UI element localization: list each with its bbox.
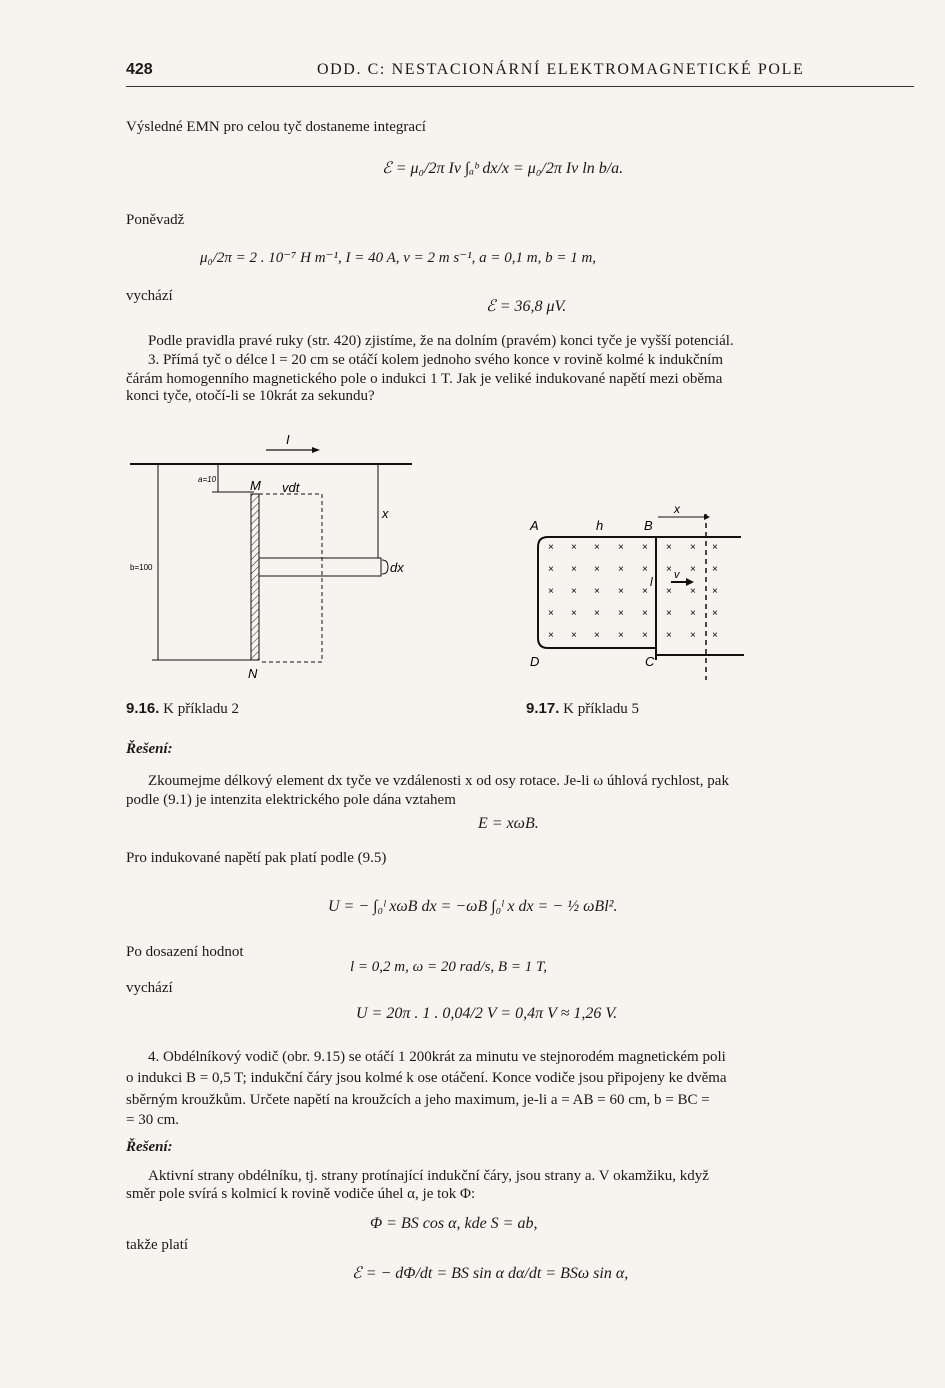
svg-text:×: ×: [666, 542, 672, 553]
svg-text:×: ×: [548, 586, 554, 597]
running-title: ODD. C: NESTACIONÁRNÍ ELEKTROMAGNETICKÉ POLE: [317, 61, 805, 78]
solution-heading: Řešení:: [126, 741, 173, 757]
paragraph: čárám homogenního magnetického pole o indukci 1 T. Jak je veliké indukované napětí mezi oběma: [126, 371, 723, 387]
label-l: l: [650, 575, 653, 589]
a-label: a=10: [198, 475, 217, 484]
label-B: B: [644, 518, 653, 533]
label-n: N: [248, 666, 258, 681]
svg-text:×: ×: [690, 608, 696, 619]
svg-text:×: ×: [571, 586, 577, 597]
paragraph: = 30 cm.: [126, 1112, 180, 1128]
paragraph: Poněvadž: [126, 212, 185, 228]
label-h: h: [596, 518, 604, 533]
page-number: 428: [126, 61, 153, 78]
svg-text:×: ×: [571, 608, 577, 619]
paragraph: Podle pravidla pravé ruky (str. 420) zjistíme, že na dolním (pravém) konci tyče je vyšší potenciál.: [148, 333, 734, 349]
paragraph: takže platí: [126, 1237, 189, 1253]
label-x: x: [382, 506, 389, 521]
svg-text:×: ×: [642, 608, 648, 619]
paragraph: Aktivní strany obdélníku, tj. strany protínající indukční čáry, jsou strany a. V okamžiku, když: [148, 1168, 709, 1184]
svg-text:×: ×: [666, 630, 672, 641]
displaced-rod-dashed: [259, 494, 322, 662]
svg-text:×: ×: [594, 586, 600, 597]
svg-text:×: ×: [548, 542, 554, 553]
svg-text:×: ×: [666, 608, 672, 619]
svg-text:×: ×: [690, 542, 696, 553]
svg-text:×: ×: [548, 630, 554, 641]
paragraph: Zkoumejme délkový element dx tyče ve vzdálenosti x od osy rotace. Je-li ω úhlová rychlost, pak: [148, 773, 729, 789]
svg-text:×: ×: [712, 630, 718, 641]
b-label: b=100: [130, 563, 153, 572]
equation-E: E = xωB.: [478, 815, 539, 832]
paragraph: směr pole svírá s kolmicí k rovině vodiče úhel α, je tok Φ:: [126, 1186, 476, 1202]
label-D: D: [530, 654, 540, 669]
svg-text:×: ×: [594, 542, 600, 553]
equation-emf: ℰ = − dΦ/dt = BS sin α dα/dt = BSω sin α,: [352, 1265, 629, 1282]
label-dx: dx: [390, 560, 404, 575]
svg-text:×: ×: [666, 564, 672, 575]
svg-text:×: ×: [642, 542, 648, 553]
figure-9-17-caption: [526, 700, 639, 718]
label-vdt: vdt: [282, 480, 300, 495]
header-rule: [126, 86, 914, 87]
figure-9-16: [126, 430, 426, 690]
paragraph: Pro indukované napětí pak platí podle (9.5): [126, 850, 387, 866]
caption-number: 9.17.: [526, 700, 560, 717]
svg-text:×: ×: [618, 542, 624, 553]
paragraph: konci tyče, otočí-li se 10krát za sekundu?: [126, 388, 375, 404]
svg-text:×: ×: [594, 630, 600, 641]
paragraph: 3. Přímá tyč o délce l = 20 cm se otáčí kolem jednoho svého konce v rovině kolmé k indukčním: [148, 352, 723, 368]
figure-9-17: [526, 500, 756, 685]
svg-text:×: ×: [618, 630, 624, 641]
caption-text: K příkladu 5: [563, 701, 639, 717]
label-A: A: [530, 518, 539, 533]
dx-element-strip: [259, 558, 381, 576]
figure-9-16-caption: [126, 700, 239, 718]
rod-mn: [251, 494, 259, 660]
svg-text:×: ×: [548, 564, 554, 575]
svg-text:×: ×: [642, 564, 648, 575]
svg-text:×: ×: [571, 542, 577, 553]
svg-text:×: ×: [690, 564, 696, 575]
magnetic-field-crosses: [548, 542, 718, 641]
caption-number: 9.16.: [126, 700, 160, 717]
current-label: I: [286, 432, 290, 447]
svg-text:×: ×: [618, 564, 624, 575]
paragraph: vychází: [126, 288, 173, 304]
svg-text:×: ×: [666, 586, 672, 597]
svg-text:×: ×: [712, 586, 718, 597]
paragraph: Po dosazení hodnot: [126, 944, 244, 960]
svg-text:×: ×: [571, 630, 577, 641]
equation-values: μ₀/2π = 2 . 10⁻⁷ H m⁻¹, I = 40 A, v = 2 m s⁻¹, a = 0,1 m, b = 1 m,: [200, 250, 597, 266]
label-x: x: [674, 502, 680, 516]
label-v: v: [674, 569, 680, 581]
equation-result: ℰ = 36,8 μV.: [486, 298, 567, 315]
solution-heading: Řešení:: [126, 1139, 173, 1155]
equation-values: l = 0,2 m, ω = 20 rad/s, B = 1 T,: [350, 959, 547, 975]
svg-text:×: ×: [712, 542, 718, 553]
label-C: C: [645, 654, 655, 669]
svg-text:×: ×: [594, 608, 600, 619]
equation-U-integral: U = − ∫₀ˡ xωB dx = −ωB ∫₀ˡ x dx = − ½ ωBl².: [328, 898, 618, 915]
caption-text: K příkladu 2: [163, 701, 239, 717]
paragraph: 4. Obdélníkový vodič (obr. 9.15) se otáčí 1 200krát za minutu ve stejnorodém magnetickém poli: [148, 1049, 726, 1065]
paragraph: sběrným kroužkům. Určete napětí na kroužcích a jeho maximum, je-li a = AB = 60 cm, b = BC =: [126, 1092, 710, 1108]
equation-flux: Φ = BS cos α, kde S = ab,: [370, 1215, 538, 1232]
paragraph: Výsledné EMN pro celou tyč dostaneme integrací: [126, 119, 426, 135]
svg-text:×: ×: [618, 608, 624, 619]
svg-text:×: ×: [712, 608, 718, 619]
paragraph: podle (9.1) je intenzita elektrického pole dána vztahem: [126, 792, 456, 808]
dx-brace: [382, 560, 388, 574]
svg-text:×: ×: [618, 586, 624, 597]
svg-text:×: ×: [712, 564, 718, 575]
svg-text:×: ×: [571, 564, 577, 575]
label-m: M: [250, 478, 261, 493]
paragraph: o indukci B = 0,5 T; indukční čáry jsou kolmé k ose otáčení. Konce vodiče jsou připojeny ke dvěma: [126, 1070, 727, 1086]
svg-text:×: ×: [642, 586, 648, 597]
svg-text:×: ×: [594, 564, 600, 575]
svg-text:×: ×: [690, 630, 696, 641]
equation-emf-integral: ℰ = μ₀/2π Iv ∫ₐᵇ dx/x = μ₀/2π Iv ln b/a.: [382, 160, 624, 177]
paragraph: vychází: [126, 980, 173, 996]
svg-text:×: ×: [690, 586, 696, 597]
svg-text:×: ×: [642, 630, 648, 641]
equation-U-result: U = 20π . 1 . 0,04/2 V = 0,4π V ≈ 1,26 V.: [356, 1005, 618, 1022]
svg-text:×: ×: [548, 608, 554, 619]
